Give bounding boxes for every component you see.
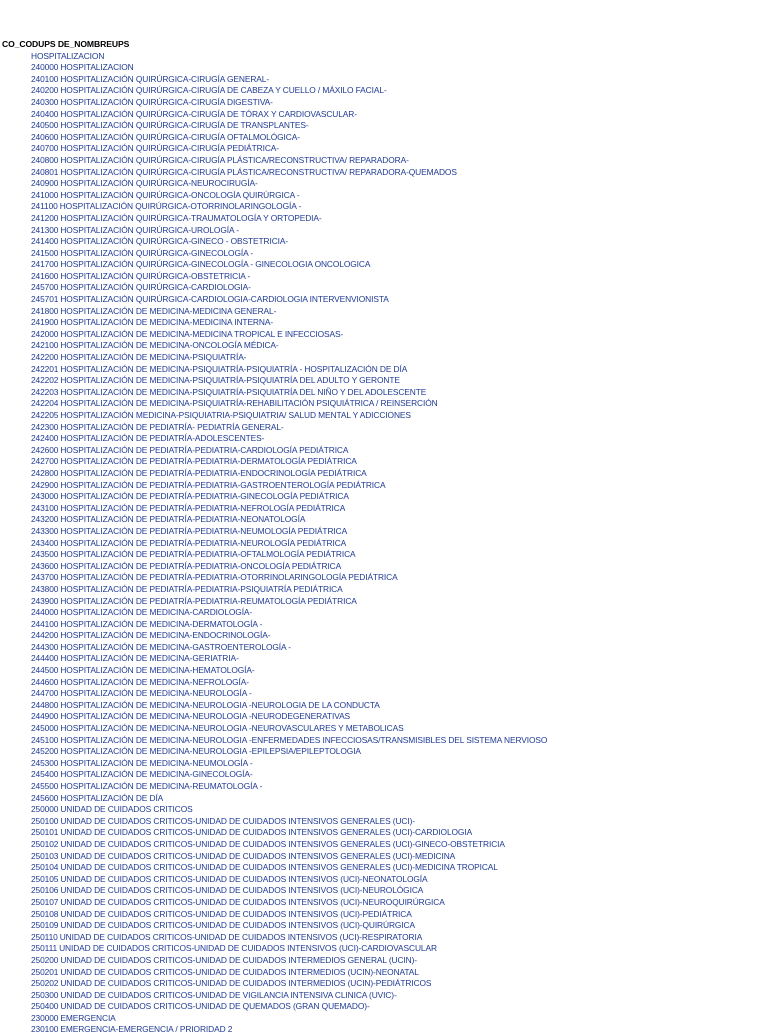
list-item bbox=[0, 746, 768, 758]
list-item bbox=[0, 781, 768, 793]
list-item bbox=[0, 236, 768, 248]
ups-name: HOSPITALIZACIÓN DE MEDICINA-NEFROLOGÍA- bbox=[60, 676, 249, 687]
ups-name: HOSPITALIZACIÓN DE MEDICINA-PSIQUIATRÍA-PSIQUIATRÍA DEL ADULTO Y GERONTE bbox=[60, 375, 400, 386]
ups-code: 250200 bbox=[31, 954, 59, 965]
list-item bbox=[0, 97, 768, 109]
ups-code: 250000 bbox=[31, 804, 59, 815]
ups-name: HOSPITALIZACIÓN DE MEDICINA-MEDICINA GENERAL- bbox=[60, 305, 277, 316]
list-item bbox=[0, 468, 768, 480]
ups-code: 244500 bbox=[31, 665, 59, 676]
ups-name: HOSPITALIZACIÓN QUIRÚRGICA-GINECOLOGÍA - GINECOLOGIA ONCOLOGICA bbox=[60, 259, 371, 270]
list-item bbox=[0, 201, 768, 213]
ups-code: 241000 bbox=[31, 189, 59, 200]
list-item bbox=[0, 897, 768, 909]
ups-name: HOSPITALIZACIÓN DE MEDICINA-NEUROLOGIA -NEUROVASCULARES Y METABOLICAS bbox=[60, 723, 404, 734]
ups-name: HOSPITALIZACIÓN QUIRÚRGICA-GINECO - OBSTETRICIA- bbox=[60, 236, 289, 247]
ups-name: HOSPITALIZACIÓN QUIRÚRGICA-CIRUGÍA PLÁSTICA/RECONSTRUCTIVA/ REPARADORA-QUEMADOS bbox=[60, 166, 457, 177]
ups-code: 250110 bbox=[31, 931, 58, 942]
list-item bbox=[0, 932, 768, 944]
ups-code: 241800 bbox=[31, 305, 59, 316]
ups-code: 241900 bbox=[31, 317, 59, 328]
ups-code: 250107 bbox=[31, 896, 59, 907]
list-item bbox=[0, 213, 768, 225]
ups-name: HOSPITALIZACIÓN DE MEDICINA-HEMATOLOGÍA- bbox=[60, 665, 255, 676]
list-item bbox=[0, 862, 768, 874]
list-item bbox=[0, 456, 768, 468]
column-header: CO_CODUPS DE_NOMBREUPS bbox=[2, 39, 130, 49]
list-item bbox=[0, 793, 768, 805]
list-item bbox=[0, 422, 768, 434]
ups-name: HOSPITALIZACIÓN DE PEDIATRÍA-PEDIATRIA-OTORRINOLARINGOLOGÍA PEDIÁTRICA bbox=[60, 572, 398, 583]
ups-name: HOSPITALIZACIÓN DE MEDICINA-CARDIOLOGÍA- bbox=[60, 607, 253, 618]
list-item bbox=[0, 410, 768, 422]
ups-name: HOSPITALIZACIÓN DE MEDICINA-PSIQUIATRÍA-PSIQUIATRÍA DEL NIÑO Y DEL ADOLESCENTE bbox=[60, 386, 427, 397]
ups-code: 240800 bbox=[31, 154, 59, 165]
list-item bbox=[0, 851, 768, 863]
list-item bbox=[0, 340, 768, 352]
list-item bbox=[0, 167, 768, 179]
ups-name: HOSPITALIZACIÓN DE MEDICINA-NEUROLOGIA -NEUROLOGIA DE LA CONDUCTA bbox=[60, 699, 380, 710]
ups-name: HOSPITALIZACIÓN DE PEDIATRÍA-PEDIATRIA-GASTROENTEROLOGÍA PEDIÁTRICA bbox=[60, 479, 386, 490]
ups-code: 240900 bbox=[31, 178, 59, 189]
ups-code: 242200 bbox=[31, 352, 59, 363]
list-item bbox=[0, 549, 768, 561]
ups-name: UNIDAD DE CUIDADOS CRITICOS-UNIDAD DE CUIDADOS INTERMEDIOS (UCIN)-NEONATAL bbox=[60, 966, 419, 977]
list-item bbox=[0, 665, 768, 677]
list-item bbox=[0, 978, 768, 990]
ups-name: UNIDAD DE CUIDADOS CRITICOS-UNIDAD DE QUEMADOS (GRAN QUEMADO)- bbox=[60, 1001, 370, 1012]
ups-code: 245701 bbox=[31, 294, 59, 305]
ups-code: 250201 bbox=[31, 966, 59, 977]
ups-code: 230100 bbox=[31, 1024, 59, 1035]
ups-name: UNIDAD DE CUIDADOS CRITICOS-UNIDAD DE CUIDADOS INTENSIVOS GENERALES (UCI)-MEDICINA bbox=[60, 850, 456, 861]
ups-name: HOSPITALIZACIÓN DE MEDICINA-NEUMOLOGÍA - bbox=[60, 757, 253, 768]
ups-code: 244700 bbox=[31, 688, 59, 699]
ups-name: HOSPITALIZACIÓN DE PEDIATRÍA-PEDIATRIA-DERMATOLOGÍA PEDIÁTRICA bbox=[60, 456, 357, 467]
list-item bbox=[0, 398, 768, 410]
list-item bbox=[0, 259, 768, 271]
list-item bbox=[0, 596, 768, 608]
ups-name: HOSPITALIZACIÓN QUIRÚRGICA-UROLOGÍA - bbox=[60, 224, 239, 235]
ups-name: HOSPITALIZACIÓN DE MEDICINA-PSIQUIATRÍA-REHABILITACIÓN PSIQUIÁTRICA / REINSERCIÓN bbox=[60, 398, 438, 409]
list-item bbox=[0, 735, 768, 747]
list-item bbox=[0, 51, 768, 63]
ups-name: UNIDAD DE CUIDADOS CRITICOS-UNIDAD DE CUIDADOS INTENSIVOS (UCI)-PEDIÁTRICA bbox=[60, 908, 412, 919]
ups-name: EMERGENCIA bbox=[60, 1012, 116, 1023]
ups-code: 241500 bbox=[31, 247, 59, 258]
list-item bbox=[0, 688, 768, 700]
ups-name: HOSPITALIZACIÓN DE MEDICINA-REUMATOLOGÍA - bbox=[60, 781, 263, 791]
ups-code: 243400 bbox=[31, 537, 59, 548]
list-item bbox=[0, 109, 768, 121]
list-item bbox=[0, 700, 768, 712]
ups-name: HOSPITALIZACIÓN DE PEDIATRÍA-ADOLESCENTES- bbox=[60, 433, 265, 444]
list-item bbox=[0, 445, 768, 457]
ups-name: HOSPITALIZACIÓN DE MEDICINA-NEUROLOGIA -EPILEPSIA/EPILEPTOLOGIA bbox=[60, 746, 361, 757]
list-item bbox=[0, 1024, 768, 1036]
list-item bbox=[0, 178, 768, 190]
ups-name: UNIDAD DE CUIDADOS CRITICOS-UNIDAD DE CUIDADOS INTENSIVOS (UCI)-NEUROLÓGICA bbox=[60, 885, 424, 896]
list-item bbox=[0, 514, 768, 526]
ups-code: 250400 bbox=[31, 1001, 59, 1012]
ups-code: 242201 bbox=[31, 363, 59, 374]
ups-code: 250102 bbox=[31, 838, 59, 849]
ups-code: 244000 bbox=[31, 607, 59, 618]
ups-name: HOSPITALIZACIÓN MEDICINA-PSIQUIATRIA-PSIQUIATRIA/ SALUD MENTAL Y ADICCIONES bbox=[60, 410, 411, 420]
ups-code: 241300 bbox=[31, 224, 59, 235]
ups-code: 245600 bbox=[31, 792, 59, 803]
list-item bbox=[0, 526, 768, 538]
list-item bbox=[0, 364, 768, 376]
list-item bbox=[0, 352, 768, 364]
ups-name: UNIDAD DE CUIDADOS CRITICOS-UNIDAD DE VIGILANCIA INTENSIVA CLINICA (UVIC)- bbox=[60, 989, 397, 1000]
ups-code: 250104 bbox=[31, 862, 59, 873]
ups-code: 250111 bbox=[31, 943, 58, 954]
ups-name: HOSPITALIZACIÓN DE MEDICINA-MEDICINA TROPICAL E INFECCIOSAS- bbox=[60, 328, 344, 339]
ups-name: HOSPITALIZACIÓN DE MEDICINA-NEUROLOGIA -NEURODEGENERATIVAS bbox=[60, 711, 351, 722]
ups-code: 243300 bbox=[31, 525, 59, 536]
ups-code: 245300 bbox=[31, 757, 59, 768]
list-item bbox=[0, 294, 768, 306]
ups-code: 244900 bbox=[31, 711, 59, 722]
ups-name: HOSPITALIZACIÓN QUIRÚRGICA-CIRUGÍA DE CABEZA Y CUELLO / MÁXILO FACIAL- bbox=[60, 85, 387, 96]
ups-name: HOSPITALIZACIÓN QUIRÚRGICA-CIRUGÍA OFTALMOLÓGICA- bbox=[60, 131, 300, 142]
ups-name: HOSPITALIZACIÓN DE PEDIATRÍA-PEDIATRIA-NEUROLOGÍA PEDIÁTRICA bbox=[60, 537, 347, 548]
list-item bbox=[0, 642, 768, 654]
list-item bbox=[0, 480, 768, 492]
ups-name: HOSPITALIZACIÓN DE PEDIATRÍA-PEDIATRIA-NEUMOLOGÍA PEDIÁTRICA bbox=[60, 525, 348, 536]
ups-name: HOSPITALIZACIÓN DE MEDICINA-DERMATOLOGÍA - bbox=[60, 618, 263, 629]
list-item bbox=[0, 677, 768, 689]
list-item bbox=[0, 538, 768, 550]
ups-name: HOSPITALIZACIÓN DE PEDIATRÍA-PEDIATRIA-CARDIOLOGÍA PEDIÁTRICA bbox=[60, 444, 349, 455]
ups-code: 243900 bbox=[31, 595, 59, 606]
ups-name: UNIDAD DE CUIDADOS CRITICOS-UNIDAD DE CUIDADOS INTENSIVOS GENERALES (UCI)-CARDIOLOGIA bbox=[60, 827, 473, 838]
ups-code: 243700 bbox=[31, 572, 59, 583]
ups-name: EMERGENCIA-EMERGENCIA / PRIORIDAD 2 bbox=[60, 1024, 233, 1035]
ups-name: HOSPITALIZACIÓN DE PEDIATRÍA-PEDIATRIA-OFTALMOLOGÍA PEDIÁTRICA bbox=[60, 549, 356, 560]
ups-code: 244800 bbox=[31, 699, 59, 710]
ups-name: UNIDAD DE CUIDADOS CRITICOS-UNIDAD DE CUIDADOS INTENSIVOS (UCI)-NEUROQUIRÚRGICA bbox=[60, 896, 445, 907]
ups-name: HOSPITALIZACIÓN DE PEDIATRÍA-PEDIATRIA-ENDOCRINOLOGÍA PEDIÁTRICA bbox=[60, 467, 367, 478]
list-item bbox=[0, 572, 768, 584]
list-item bbox=[0, 143, 768, 155]
ups-name: HOSPITALIZACIÓN DE MEDICINA-ONCOLOGÍA MÉDICA- bbox=[60, 340, 279, 351]
list-item bbox=[0, 387, 768, 399]
ups-name: HOSPITALIZACIÓN QUIRÚRGICA-CIRUGÍA PLÁSTICA/RECONSTRUCTIVA/ REPARADORA- bbox=[60, 154, 409, 165]
ups-code: 241400 bbox=[31, 236, 59, 247]
ups-name: HOSPITALIZACIÓN QUIRÚRGICA-CIRUGÍA DIGESTIVA- bbox=[60, 96, 273, 107]
ups-code: 250106 bbox=[31, 885, 59, 896]
list-item bbox=[0, 375, 768, 387]
list-item bbox=[0, 943, 768, 955]
list-item bbox=[0, 816, 768, 828]
ups-name: HOSPITALIZACIÓN QUIRÚRGICA-NEUROCIRUGÍA- bbox=[60, 178, 258, 189]
ups-code: 242204 bbox=[31, 398, 59, 409]
ups-code: 240200 bbox=[31, 85, 59, 96]
document-listing bbox=[0, 39, 768, 1036]
ups-name: UNIDAD DE CUIDADOS CRITICOS-UNIDAD DE CUIDADOS INTENSIVOS (UCI)-RESPIRATORIA bbox=[59, 931, 423, 942]
ups-code: 244200 bbox=[31, 630, 59, 641]
list-item bbox=[0, 955, 768, 967]
ups-name: HOSPITALIZACIÓN DE MEDICINA-GINECOLOGÍA- bbox=[60, 769, 253, 780]
ups-name: HOSPITALIZACIÓN DE PEDIATRÍA-PEDIATRIA-ONCOLOGÍA PEDIÁTRICA bbox=[60, 560, 342, 571]
ups-code: 240400 bbox=[31, 108, 59, 119]
ups-code: 242205 bbox=[31, 410, 59, 420]
list-item bbox=[0, 120, 768, 132]
ups-code: 240300 bbox=[31, 96, 59, 107]
list-item bbox=[0, 74, 768, 86]
ups-name: UNIDAD DE CUIDADOS CRITICOS-UNIDAD DE CUIDADOS INTENSIVOS (UCI)-QUIRÚRGICA bbox=[60, 920, 415, 931]
ups-name: HOSPITALIZACIÓN DE MEDICINA-PSIQUIATRÍA- bbox=[60, 352, 247, 363]
ups-code: 244400 bbox=[31, 653, 59, 664]
ups-code: 245700 bbox=[31, 282, 59, 293]
ups-name: UNIDAD DE CUIDADOS CRITICOS-UNIDAD DE CUIDADOS INTENSIVOS GENERALES (UCI)-MEDICINA TROPICAL bbox=[60, 862, 498, 873]
ups-code: 242400 bbox=[31, 433, 59, 444]
ups-name: UNIDAD DE CUIDADOS CRITICOS-UNIDAD DE CUIDADOS INTENSIVOS (UCI)-NEONATOLOGÍA bbox=[60, 873, 428, 884]
ups-code: 242000 bbox=[31, 328, 59, 339]
list-item bbox=[0, 607, 768, 619]
list-item bbox=[0, 1001, 768, 1013]
ups-name: HOSPITALIZACIÓN DE MEDICINA-PSIQUIATRÍA-PSIQUIATRÍA - HOSPITALIZACIÓN DE DÍA bbox=[60, 363, 408, 374]
ups-name: HOSPITALIZACIÓN DE PEDIATRÍA- PEDIATRÍA GENERAL- bbox=[60, 421, 284, 432]
list-item bbox=[0, 317, 768, 329]
ups-code: 242900 bbox=[31, 479, 59, 490]
ups-code: 242300 bbox=[31, 421, 59, 432]
list-item bbox=[0, 723, 768, 735]
ups-name: HOSPITALIZACIÓN QUIRÚRGICA-CIRUGÍA DE TÓRAX Y CARDIOVASCULAR- bbox=[60, 108, 357, 119]
ups-name: UNIDAD DE CUIDADOS CRITICOS-UNIDAD DE CUIDADOS INTERMEDIOS (UCIN)-PEDIÁTRICOS bbox=[60, 978, 432, 989]
ups-name: HOSPITALIZACIÓN DE MEDICINA-GERIATRIA- bbox=[60, 653, 239, 664]
ups-code: 244600 bbox=[31, 676, 59, 687]
list-item bbox=[0, 711, 768, 723]
list-item bbox=[0, 85, 768, 97]
ups-code: 242202 bbox=[31, 375, 59, 386]
ups-code: 243600 bbox=[31, 560, 59, 571]
ups-code: 243500 bbox=[31, 549, 59, 560]
list-item bbox=[0, 990, 768, 1002]
ups-code: 250202 bbox=[31, 978, 59, 989]
list-item bbox=[0, 584, 768, 596]
ups-code: 243000 bbox=[31, 491, 59, 502]
list-item bbox=[0, 248, 768, 260]
ups-code: 245200 bbox=[31, 746, 59, 757]
ups-code: 242600 bbox=[31, 444, 59, 455]
ups-name: HOSPITALIZACIÓN DE MEDICINA-ENDOCRINOLOGÍA- bbox=[60, 630, 271, 641]
list-item bbox=[0, 769, 768, 781]
ups-code: 245100 bbox=[31, 734, 59, 745]
ups-name: HOSPITALIZACIÓN QUIRÚRGICA-CIRUGÍA DE TRANSPLANTES- bbox=[60, 120, 309, 131]
list-item bbox=[0, 967, 768, 979]
ups-code: 250300 bbox=[31, 989, 59, 1000]
ups-code: 242203 bbox=[31, 386, 59, 397]
ups-name: HOSPITALIZACIÓN QUIRÚRGICA-CIRUGÍA PEDIÁTRICA- bbox=[60, 143, 279, 154]
list-item bbox=[0, 874, 768, 886]
list-item bbox=[0, 306, 768, 318]
list-item bbox=[0, 62, 768, 74]
ups-code: 240700 bbox=[31, 143, 59, 154]
list-item bbox=[0, 282, 768, 294]
ups-code: 250103 bbox=[31, 850, 59, 861]
list-item bbox=[0, 920, 768, 932]
list-item bbox=[0, 561, 768, 573]
ups-name: HOSPITALIZACIÓN DE DÍA bbox=[60, 792, 164, 803]
list-item bbox=[0, 630, 768, 642]
list-item bbox=[0, 804, 768, 816]
ups-code: 240000 bbox=[31, 62, 59, 73]
ups-code: 250109 bbox=[31, 920, 59, 931]
ups-name: UNIDAD DE CUIDADOS CRITICOS-UNIDAD DE CUIDADOS INTENSIVOS (UCI)-CARDIOVASCULAR bbox=[59, 943, 437, 954]
ups-code: 240801 bbox=[31, 166, 59, 177]
list-item bbox=[0, 909, 768, 921]
ups-code: 242700 bbox=[31, 456, 59, 467]
list-item bbox=[0, 758, 768, 770]
ups-code: 250101 bbox=[31, 827, 59, 838]
ups-name: HOSPITALIZACIÓN DE PEDIATRÍA-PEDIATRIA-GINECOLOGÍA PEDIÁTRICA bbox=[60, 491, 349, 502]
ups-name: HOSPITALIZACIÓN QUIRÚRGICA-CARDIOLOGIA-CARDIOLOGIA INTERVENVIONISTA bbox=[60, 294, 389, 305]
ups-code: 240600 bbox=[31, 131, 59, 142]
ups-name: HOSPITALIZACIÓN QUIRÚRGICA-OTORRINOLARINGOLOGÍA - bbox=[59, 201, 302, 212]
list-item bbox=[0, 839, 768, 851]
ups-code: 243200 bbox=[31, 514, 59, 525]
ups-code: 242100 bbox=[31, 340, 59, 351]
ups-code: 241700 bbox=[31, 259, 59, 270]
ups-code: 243100 bbox=[31, 502, 59, 513]
list-item bbox=[0, 885, 768, 897]
ups-name: HOSPITALIZACIÓN DE PEDIATRÍA-PEDIATRIA-PSIQUIATRÍA PEDIÁTRICA bbox=[60, 583, 343, 594]
ups-name: HOSPITALIZACIÓN QUIRÚRGICA-GINECOLOGÍA - bbox=[60, 247, 254, 258]
ups-code: 245400 bbox=[31, 769, 59, 780]
list-item bbox=[0, 653, 768, 665]
ups-name: HOSPITALIZACIÓN QUIRÚRGICA-ONCOLOGÍA QUIRÚRGICA - bbox=[60, 189, 300, 200]
ups-code: 240100 bbox=[31, 73, 59, 84]
ups-code: 244300 bbox=[31, 641, 59, 652]
list-item bbox=[0, 619, 768, 631]
ups-name: HOSPITALIZACIÓN DE MEDICINA-NEUROLOGÍA - bbox=[60, 688, 252, 699]
ups-list bbox=[0, 51, 768, 1036]
list-item bbox=[0, 1013, 768, 1025]
ups-name: HOSPITALIZACIÓN DE MEDICINA-GASTROENTEROLOGÍA - bbox=[60, 641, 291, 652]
ups-name: UNIDAD DE CUIDADOS CRITICOS bbox=[60, 804, 193, 815]
list-item bbox=[0, 503, 768, 515]
ups-code: 241200 bbox=[31, 212, 59, 223]
ups-code: 243800 bbox=[31, 583, 59, 594]
ups-name: HOSPITALIZACIÓN QUIRÚRGICA-TRAUMATOLOGÍA Y ORTOPEDIA- bbox=[60, 212, 322, 223]
ups-name: HOSPITALIZACIÓN QUIRÚRGICA-CARDIOLOGIA- bbox=[60, 282, 251, 293]
ups-code: 242800 bbox=[31, 467, 59, 478]
ups-name: HOSPITALIZACION bbox=[31, 50, 105, 61]
ups-name: HOSPITALIZACIÓN DE PEDIATRÍA-PEDIATRIA-NEONATOLOGÍA bbox=[60, 514, 306, 525]
list-item bbox=[0, 271, 768, 283]
ups-code: 241600 bbox=[31, 270, 59, 281]
ups-code: 240500 bbox=[31, 120, 59, 131]
ups-code: 250105 bbox=[31, 873, 59, 884]
ups-code: 245500 bbox=[31, 781, 59, 791]
ups-name: HOSPITALIZACIÓN DE PEDIATRÍA-PEDIATRIA-REUMATOLOGÍA PEDIÁTRICA bbox=[60, 595, 357, 606]
ups-name: HOSPITALIZACIÓN QUIRÚRGICA-OBSTETRICIA - bbox=[60, 270, 251, 281]
ups-code: 244100 bbox=[31, 618, 59, 629]
list-item bbox=[0, 491, 768, 503]
ups-code: 245000 bbox=[31, 723, 59, 734]
ups-code: 250100 bbox=[31, 815, 59, 826]
ups-name: HOSPITALIZACIÓN DE MEDICINA-MEDICINA INTERNA- bbox=[60, 317, 274, 328]
ups-name: HOSPITALIZACIÓN QUIRÚRGICA-CIRUGÍA GENERAL- bbox=[60, 73, 270, 84]
list-item bbox=[0, 433, 768, 445]
list-item bbox=[0, 329, 768, 341]
ups-name: HOSPITALIZACION bbox=[60, 62, 134, 73]
ups-name: UNIDAD DE CUIDADOS CRITICOS-UNIDAD DE CUIDADOS INTENSIVOS GENERALES (UCI)-GINECO-OBSTETRICIA bbox=[60, 838, 505, 849]
ups-name: HOSPITALIZACIÓN DE PEDIATRÍA-PEDIATRIA-NEFROLOGÍA PEDIÁTRICA bbox=[60, 502, 346, 513]
ups-code: 230000 bbox=[31, 1012, 59, 1023]
list-item bbox=[0, 225, 768, 237]
ups-name: UNIDAD DE CUIDADOS CRITICOS-UNIDAD DE CUIDADOS INTERMEDIOS GENERAL (UCIN)- bbox=[60, 954, 417, 965]
ups-name: HOSPITALIZACIÓN DE MEDICINA-NEUROLOGIA -ENFERMEDADES INFECCIOSAS/TRANSMISIBLES DEL SISTEMA NERVIOSO bbox=[60, 734, 548, 745]
ups-name: UNIDAD DE CUIDADOS CRITICOS-UNIDAD DE CUIDADOS INTENSIVOS GENERALES (UCI)- bbox=[60, 815, 415, 826]
list-item bbox=[0, 190, 768, 202]
ups-code: 250108 bbox=[31, 908, 59, 919]
list-item bbox=[0, 155, 768, 167]
list-item bbox=[0, 132, 768, 144]
ups-code: 241100 bbox=[31, 201, 58, 212]
list-item bbox=[0, 827, 768, 839]
